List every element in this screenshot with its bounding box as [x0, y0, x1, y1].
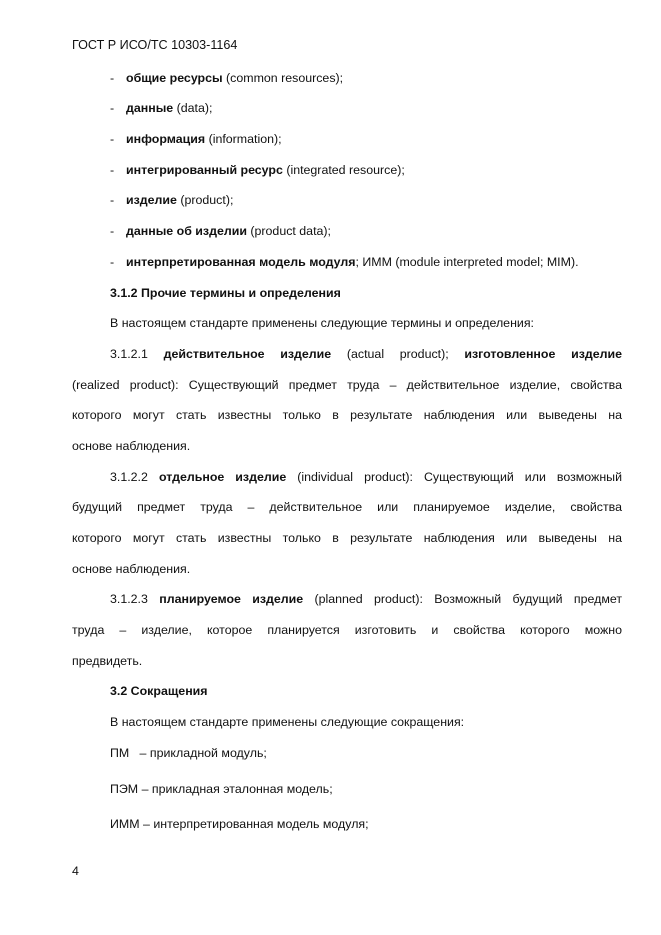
term: данные	[126, 101, 174, 115]
list-item	[0, 255, 661, 271]
bullet-dash: -	[110, 101, 115, 115]
definition-text: (planned product): Возможный будущий предмет	[314, 592, 622, 606]
section-intro: В настоящем стандарте применены следующие сокращения:	[110, 715, 465, 729]
definition-line: основе наблюдения.	[72, 439, 191, 453]
abbreviation-item: ПМ – прикладной модуль;	[110, 746, 267, 760]
list-item	[0, 163, 661, 179]
bullet-dash: -	[110, 71, 115, 85]
term-translation: (information);	[205, 132, 282, 146]
bullet-dash: -	[110, 132, 115, 146]
definition-line	[110, 592, 622, 606]
section-heading: 3.1.2 Прочие термины и определения	[110, 286, 341, 300]
bullet-dash: -	[110, 224, 115, 238]
term-translation: (data);	[173, 101, 213, 115]
term-translation: (actual product);	[346, 347, 449, 361]
list-item	[0, 132, 661, 148]
definition-line: труда – изделие, которое планируется изготовить и свойства которого можно	[72, 623, 622, 637]
page-number: 4	[72, 864, 79, 878]
definition-line: которого могут стать известны только в результате наблюдения или выведены на	[72, 408, 622, 422]
term: данные об изделии	[126, 224, 247, 238]
term-translation: (product data);	[246, 224, 331, 238]
list-item	[0, 224, 661, 240]
term: изготовленное изделие	[464, 347, 622, 361]
term: действительное изделие	[163, 347, 332, 361]
term: отдельное изделие	[158, 470, 287, 484]
definition-line: будущий предмет труда – действительное или планируемое изделие, свойства	[72, 500, 622, 514]
term: интегрированный ресурс	[126, 163, 283, 177]
list-item	[0, 193, 661, 209]
section-heading: 3.2 Сокращения	[110, 684, 208, 698]
bullet-dash: -	[110, 193, 115, 207]
term: изделие	[126, 193, 177, 207]
term-translation: (common resources);	[222, 71, 344, 85]
bullet-dash: -	[110, 255, 115, 269]
definition-line: предвидеть.	[72, 654, 143, 668]
abbreviation-item: ИММ – интерпретированная модель модуля;	[110, 817, 369, 831]
term: планируемое изделие	[159, 592, 304, 606]
definition-line: которого могут стать известны только в результате наблюдения или выведены на	[72, 531, 622, 545]
definition-number: 3.1.2.3	[110, 592, 148, 606]
term-translation: (integrated resource);	[282, 163, 405, 177]
term: интерпретированная модель модуля	[126, 255, 356, 269]
list-item	[0, 101, 661, 117]
term-translation: ; ИММ (module interpreted model; MIM).	[355, 255, 579, 269]
bullet-dash: -	[110, 163, 115, 177]
definition-number: 3.1.2.1	[110, 347, 148, 361]
definition-text: (individual product): Существующий или возможный	[297, 470, 622, 484]
term: общие ресурсы	[126, 71, 223, 85]
definition-line	[110, 347, 622, 361]
document-header: ГОСТ Р ИСО/ТС 10303-1164	[72, 38, 238, 52]
definition-line	[110, 470, 622, 484]
abbreviation-item: ПЭМ – прикладная эталонная модель;	[110, 782, 333, 796]
definition-line: (realized product): Существующий предмет труда – действительное изделие, свойства	[72, 378, 622, 392]
section-intro: В настоящем стандарте применены следующие термины и определения:	[110, 316, 534, 330]
definition-line: основе наблюдения.	[72, 562, 191, 576]
definition-number: 3.1.2.2	[110, 470, 148, 484]
list-item	[0, 71, 661, 87]
term: информация	[126, 132, 206, 146]
term-translation: (product);	[176, 193, 234, 207]
